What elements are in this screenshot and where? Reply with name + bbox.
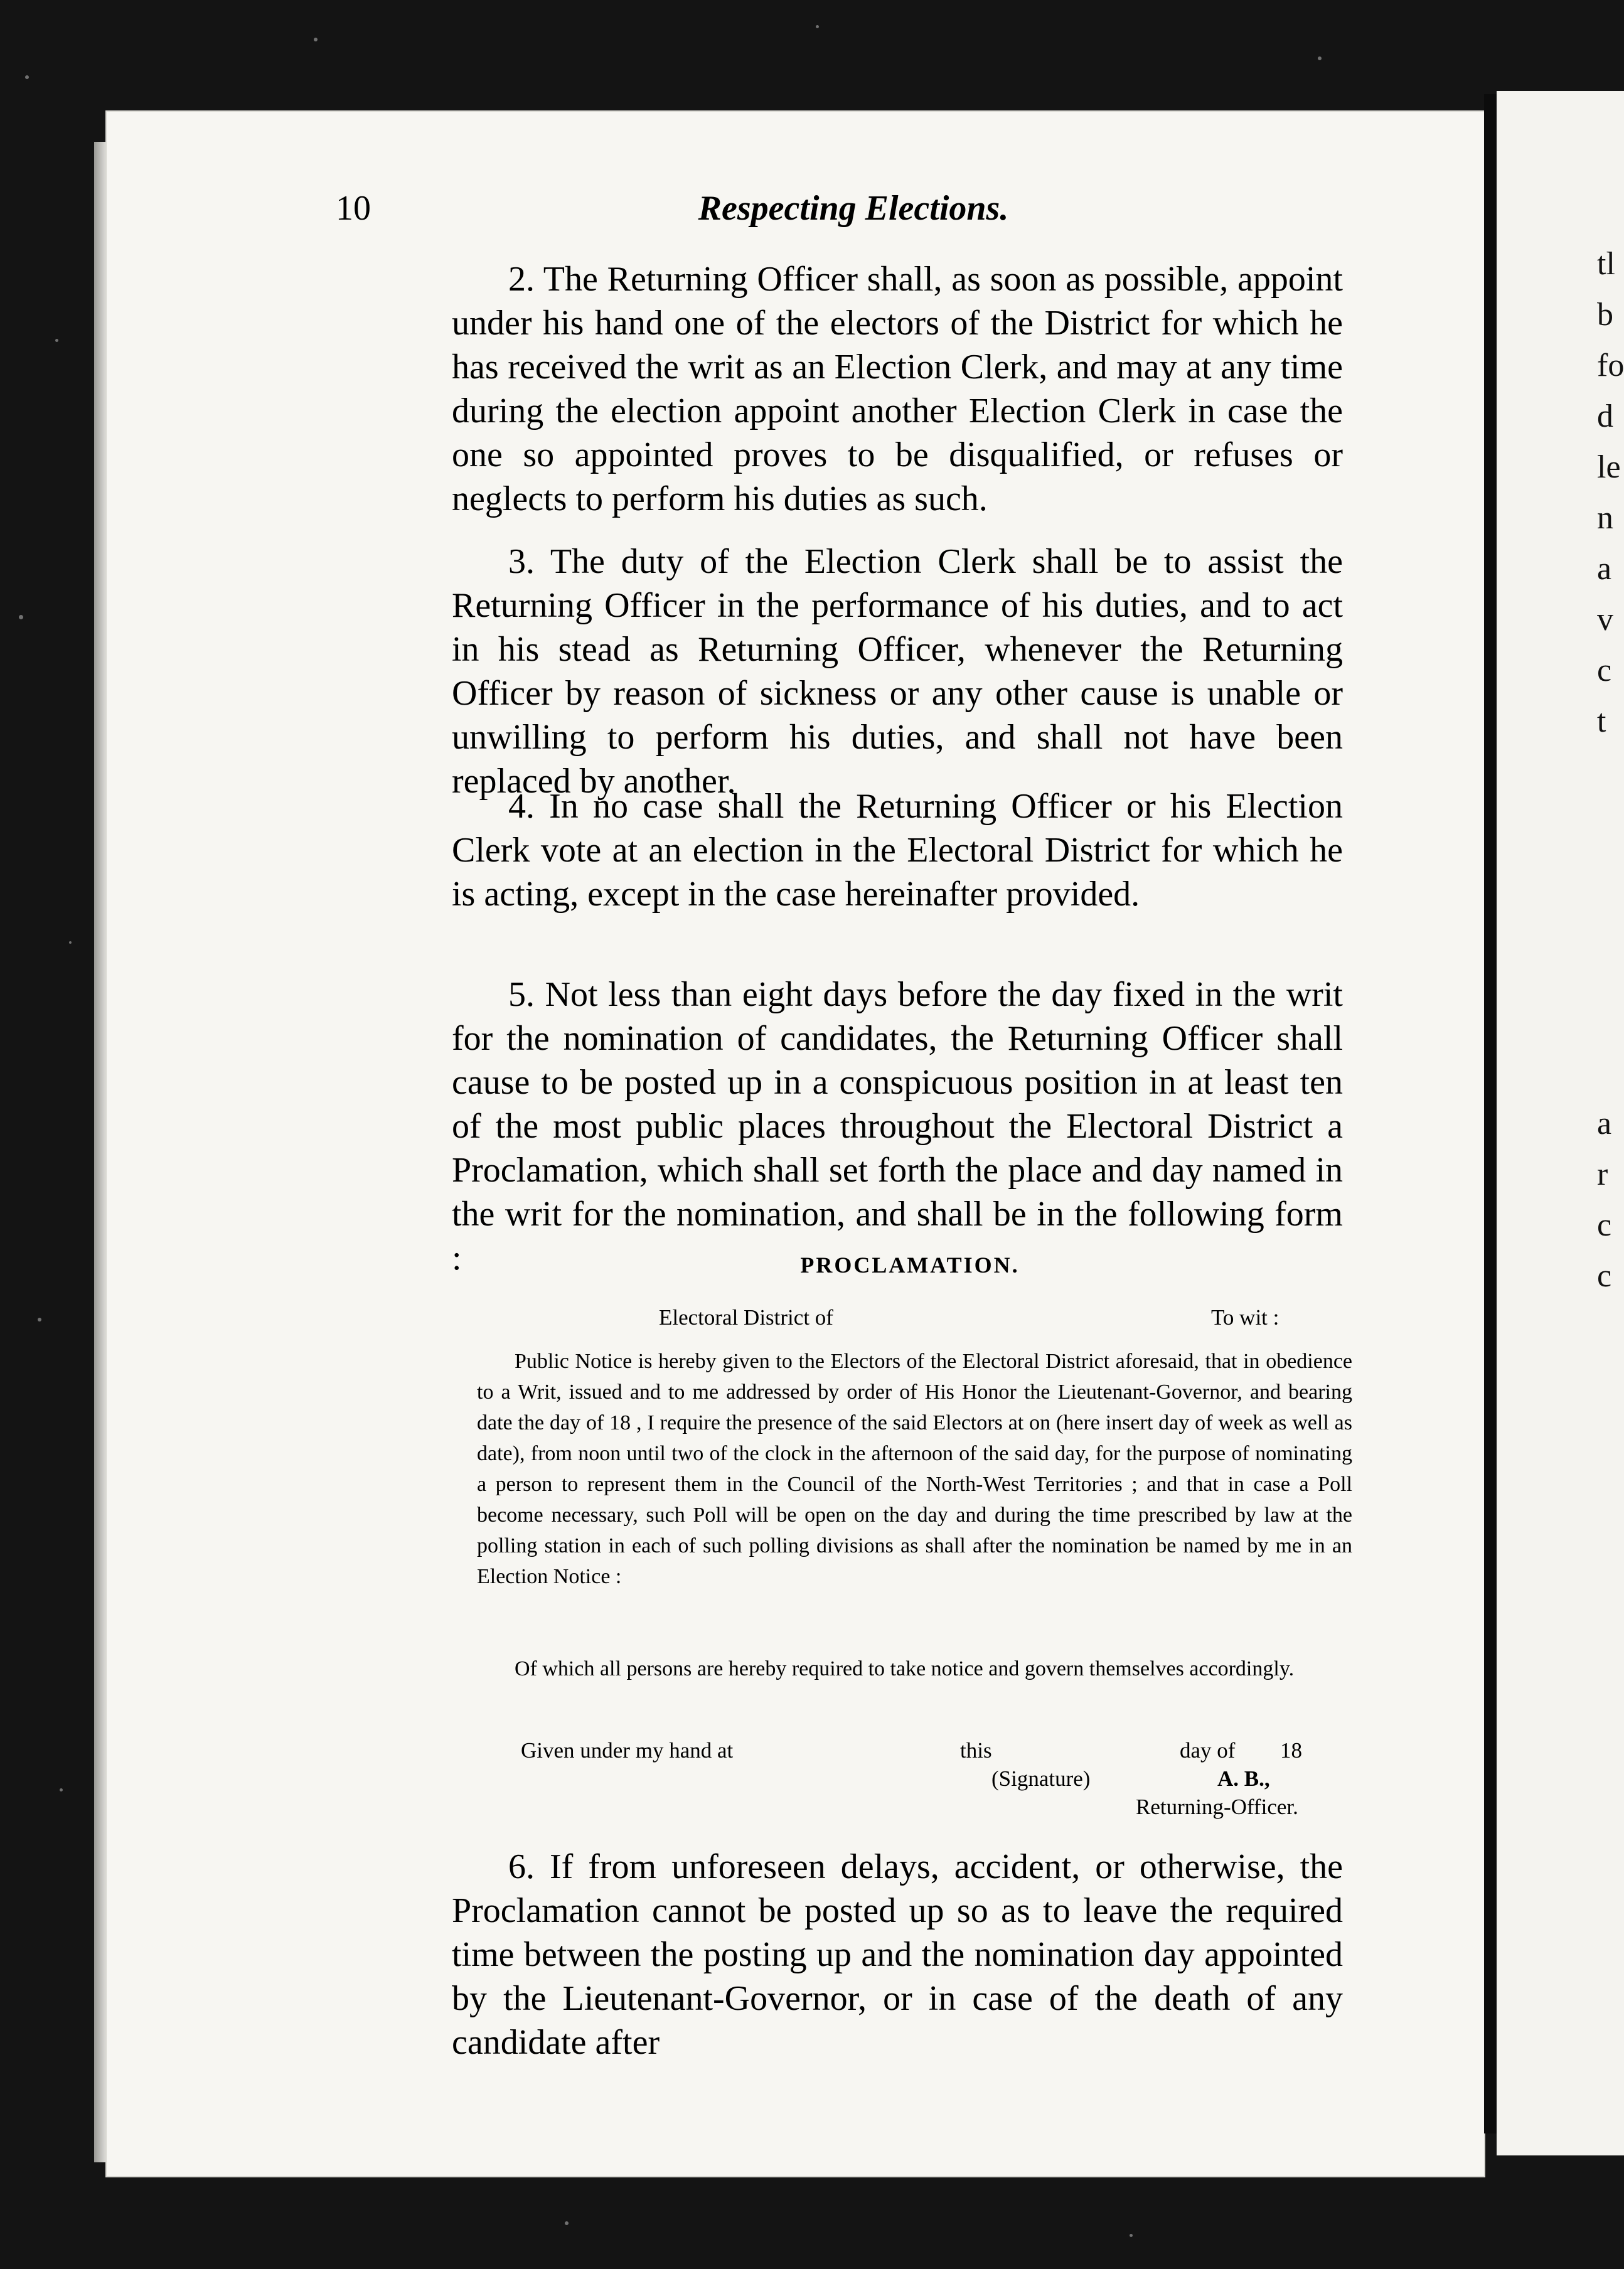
facing-fragment: c: [1597, 1207, 1612, 1243]
section-4-text: 4. In no case shall the Returning Officer or his Election Clerk vote at an election in the Electoral District for which he is acting, except in the case hereinafter provided.: [452, 787, 1343, 914]
facing-fragment: r: [1597, 1156, 1608, 1192]
book-gutter: [1484, 94, 1497, 2133]
section-6: [452, 1845, 1343, 2064]
section-4: [452, 784, 1343, 916]
section-2-text: 2. The Returning Officer shall, as soon as possible, appoint under his hand one of the electors of the District for which he has received the writ as an Election Clerk, and may at any time during the election appoint another Election Clerk in case the one so appointed proves to be disqualified, or refuses or neglects to perform his duties as such.: [452, 260, 1343, 518]
section-5-text: 5. Not less than eight days before the day fixed in the writ for the nomination of candidates, the Returning Officer shall cause to be posted up in a conspicuous position in at least ten of the most public places throughout the Electoral District a Proclamation, which shall set forth the place and day named in the writ for the nomination, and shall be in the following form :: [452, 975, 1343, 1278]
year-label: 18: [1280, 1738, 1302, 1763]
facing-fragment: v: [1597, 602, 1613, 638]
day-of-label: day of: [1180, 1738, 1236, 1763]
facing-fragment: tl: [1597, 246, 1615, 282]
section-3-text: 3. The duty of the Election Clerk shall be to assist the Returning Officer in the performance of his duties, and to act in his stead as Returning Officer, whenever the Returning Officer by reason of sickness or any other cause is unable or unwilling to perform his duties, and shall not have been replaced by another.: [452, 542, 1343, 801]
facing-fragment: a: [1597, 1106, 1612, 1141]
running-title: Respecting Elections.: [698, 189, 1009, 228]
facing-fragment: b: [1597, 297, 1613, 333]
facing-page-fragments: [1597, 238, 1624, 1301]
facing-fragment: n: [1597, 500, 1613, 536]
facing-fragment: le: [1597, 449, 1621, 485]
proclamation-district-row: [464, 1305, 1355, 1337]
facing-fragment: fo: [1597, 348, 1624, 383]
section-3: [452, 540, 1343, 803]
signer-initials: A. B.,: [1217, 1766, 1270, 1791]
section-2: [452, 257, 1343, 521]
proclamation-notice-text: Public Notice is hereby given to the Electors of the Electoral District aforesaid, that in obedience to a Writ, issued and to me addressed by order of His Honor the Lieutenant-Governor, and bearing date the day of 18 , I require the presence of the said Electors at on (here insert day of week as well as date), from noon until two of the clock in the afternoon of the said day, for the purpose of nominating a person to represent them in the Council of the North-West Territories ; and that in case a Poll become necessary, such Poll will be open on the day and during the time prescribed by law at the polling station in each of such polling divisions as shall after the nomination be named by me in an Election Notice :: [477, 1350, 1352, 1588]
proclamation-notice: [477, 1346, 1352, 1592]
signature-row: [464, 1766, 1355, 1798]
section-6-text: 6. If from unforeseen delays, accident, or otherwise, the Proclamation cannot be posted up so as to leave the required time between the posting up and the nomination day appointed by the Lieutenant-Governor, or in case of the death of any candidate after: [452, 1847, 1343, 2062]
facing-fragment: c: [1597, 653, 1612, 688]
facing-fragment: t: [1597, 703, 1606, 739]
given-label: Given under my hand at: [521, 1738, 734, 1763]
facing-fragment: d: [1597, 398, 1613, 434]
to-wit-label: To wit :: [1211, 1305, 1279, 1330]
signer-title-row: [464, 1795, 1355, 1826]
signer-title: Returning-Officer.: [1136, 1795, 1298, 1819]
page-number: 10: [336, 189, 371, 228]
proclamation-title: PROCLAMATION.: [800, 1252, 1020, 1278]
section-5: [452, 973, 1343, 1280]
facing-fragment: c: [1597, 1258, 1612, 1294]
facing-fragment: a: [1597, 551, 1612, 587]
signature-label: (Signature): [991, 1766, 1091, 1791]
this-label: this: [960, 1738, 992, 1763]
proclamation-closing-text: Of which all persons are hereby required to take notice and govern themselves accordingly.: [515, 1657, 1295, 1680]
proclamation-closing: [477, 1653, 1352, 1684]
given-under-hand-row: [464, 1738, 1355, 1770]
district-label: Electoral District of: [659, 1305, 833, 1330]
